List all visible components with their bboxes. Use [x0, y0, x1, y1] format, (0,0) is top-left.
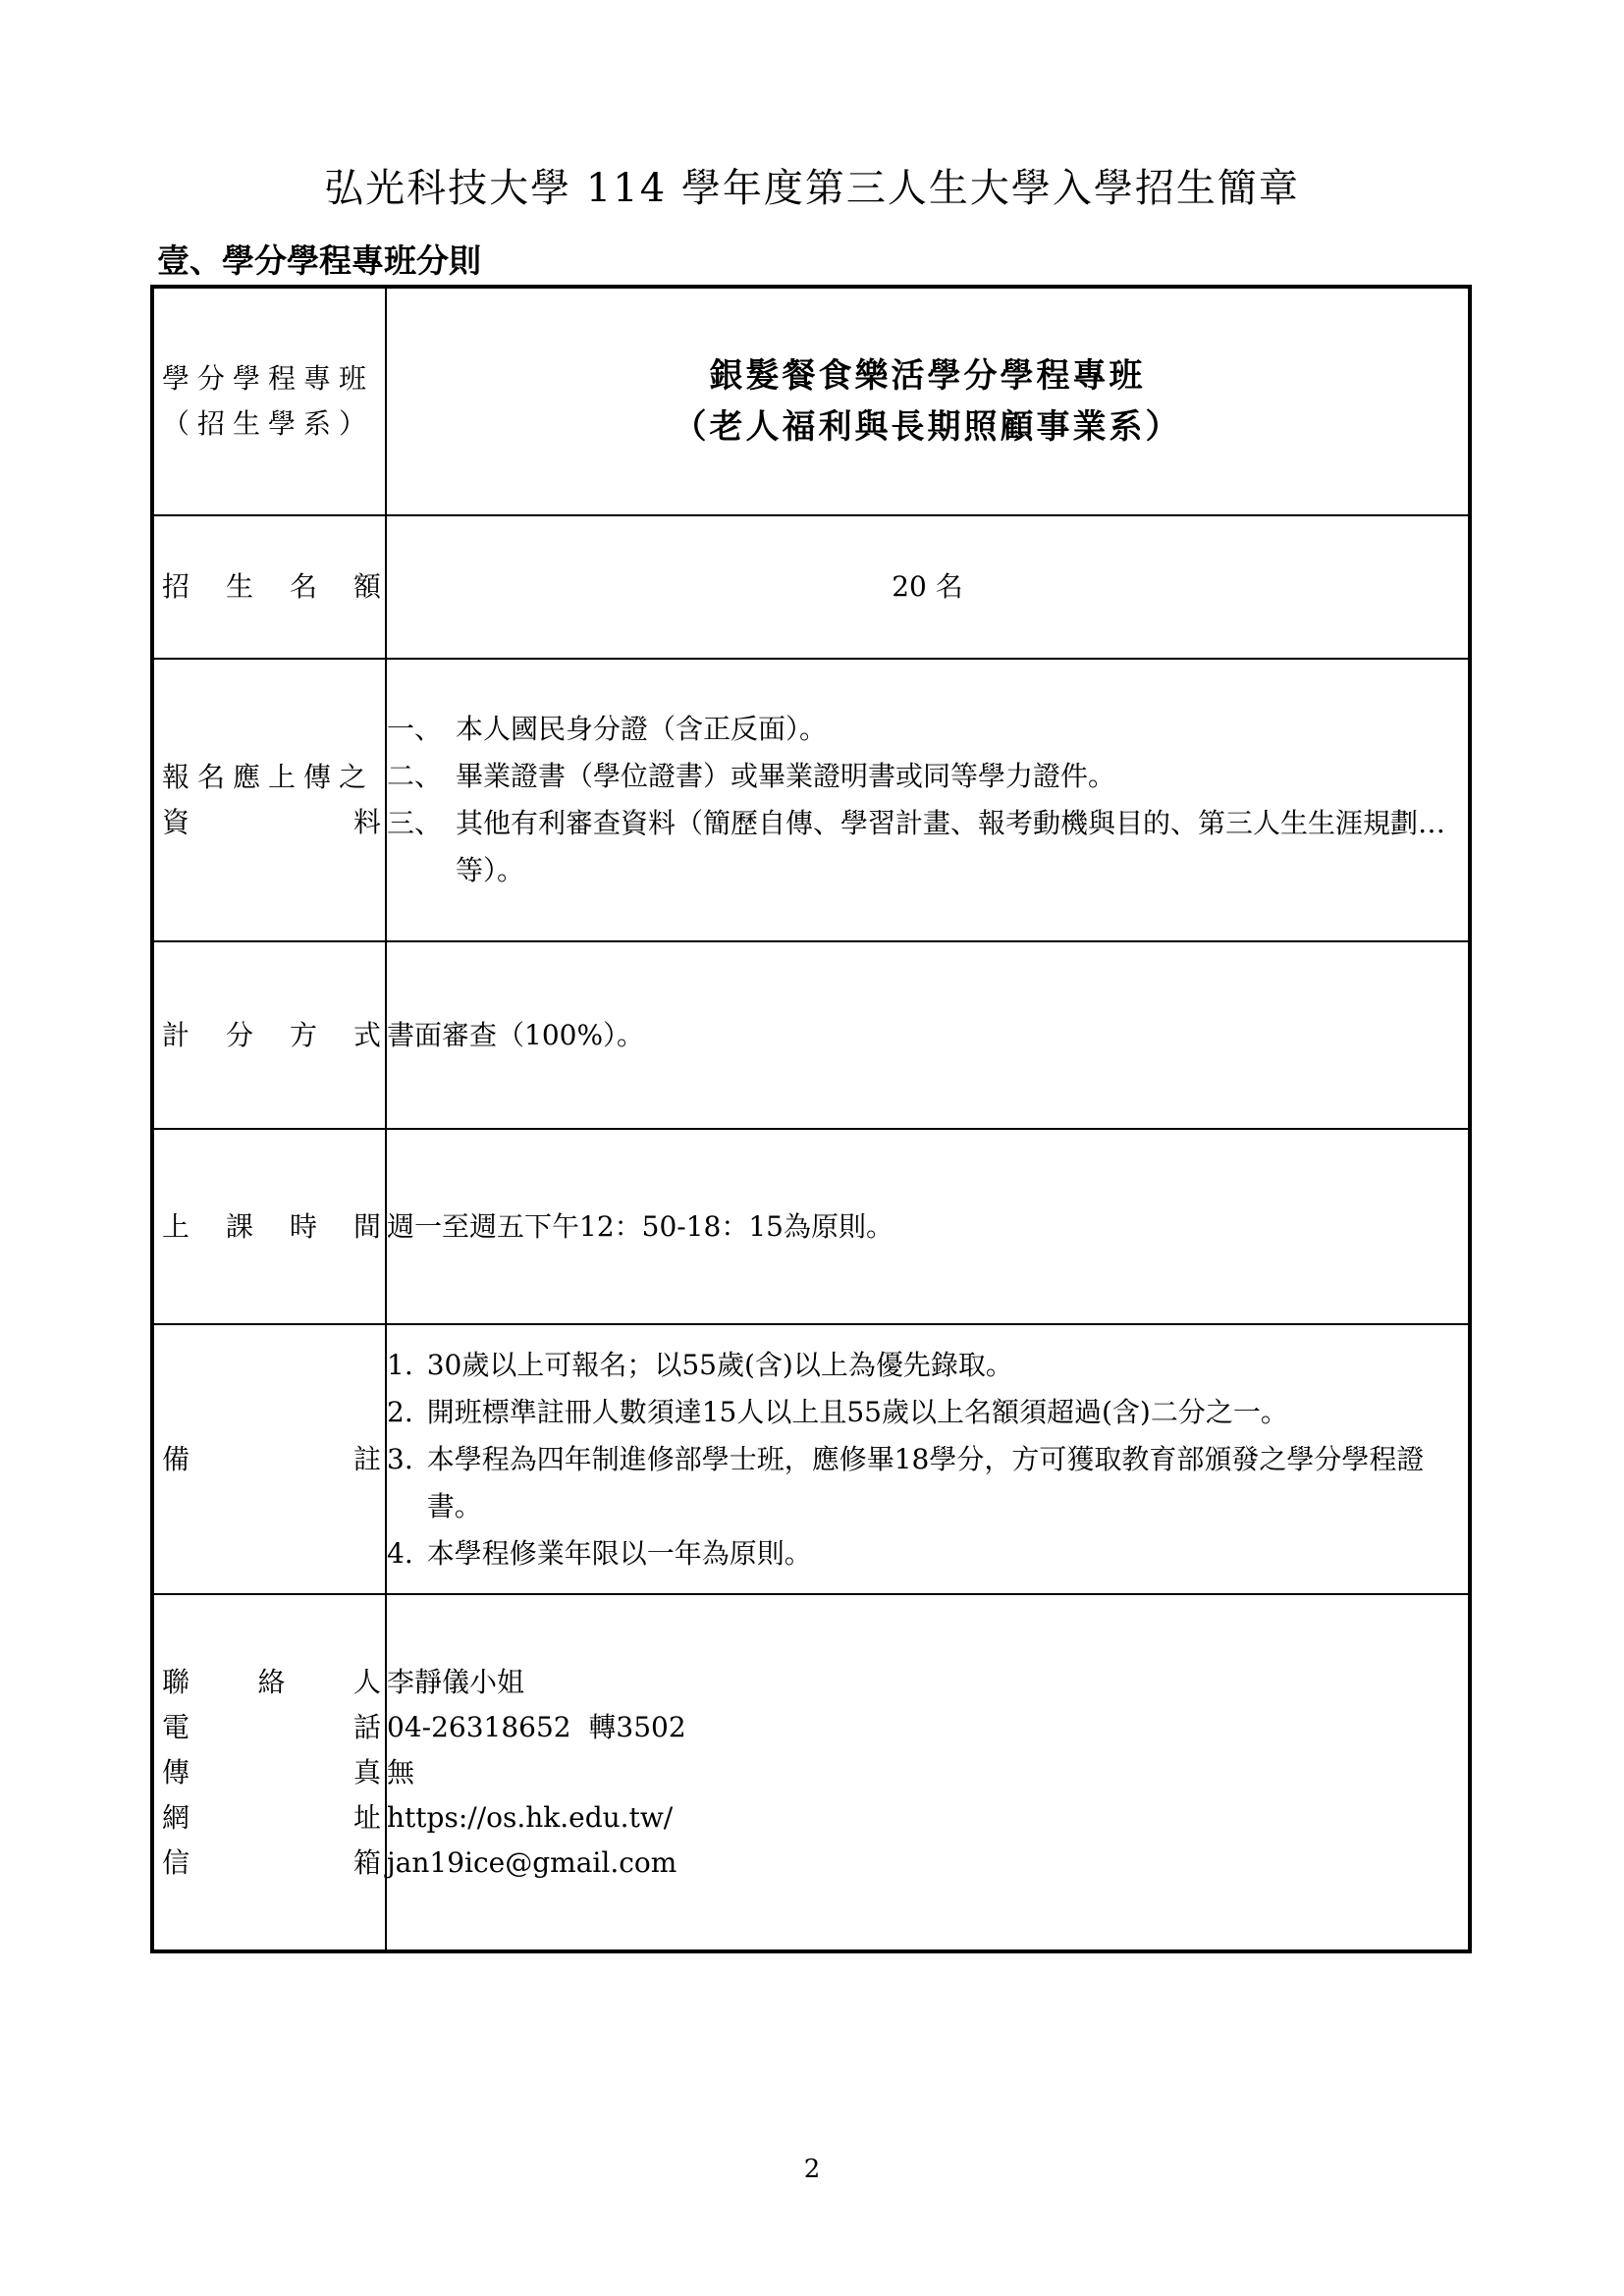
schedule-row: [152, 1129, 1470, 1324]
list-item-text: 其他有利審查資料（簡歷自傳、學習計畫、報考動機與目的、第三人生生涯規劃…等）。: [456, 807, 1446, 886]
enrollment-info-table: [150, 285, 1472, 1953]
quota-row: [152, 515, 1470, 659]
contact-label-cell: [152, 1594, 386, 1951]
scoring-row: [152, 941, 1470, 1129]
scoring-label: 計 分 方 式: [162, 1018, 381, 1051]
notes-label-cell: [152, 1324, 386, 1594]
contact-row: [152, 1594, 1470, 1951]
list-item: [387, 706, 1468, 753]
list-item: [387, 1530, 1468, 1577]
document-title: 弘光科技大學 114 學年度第三人生大學入學招生簡章: [324, 166, 1300, 211]
schedule-value: 週一至週五下午12：50-18：15為原則。: [386, 1129, 1470, 1324]
list-item-text: 開班標準註冊人數須達15人以上且55歲以上名額須超過(含)二分之一。: [426, 1395, 1288, 1428]
list-item-number: 3.: [387, 1442, 413, 1475]
notes-value-cell: [386, 1324, 1470, 1594]
contact-fax: 無: [387, 1755, 415, 1789]
contact-label-person: 聯 絡 人: [162, 1665, 381, 1698]
contact-email-link[interactable]: jan19ice@gmail.com: [387, 1845, 677, 1879]
contact-label-email: 信 箱: [162, 1845, 381, 1879]
contact-phone: 04-26318652 轉3502: [387, 1710, 686, 1743]
notes-row: [152, 1324, 1470, 1594]
scoring-value: 書面審查（100%）。: [386, 941, 1470, 1129]
list-item: [387, 1436, 1468, 1530]
list-item-text: 本學程修業年限以一年為原則。: [426, 1536, 812, 1570]
list-item-number: 4.: [387, 1536, 413, 1570]
contact-value-cell: [386, 1594, 1470, 1951]
list-item-text: 畢業證書（學位證書）或畢業證明書或同等學力證件。: [456, 760, 1116, 792]
contact-label-fax: 傳 真: [162, 1755, 381, 1789]
contact-person: 李靜儀小姐: [387, 1665, 525, 1698]
list-item-number: 2.: [387, 1395, 413, 1428]
notes-label: 備 註: [162, 1442, 381, 1475]
quota-value: 20 名: [386, 515, 1470, 659]
page-number: 2: [803, 2155, 821, 2184]
section-title: 壹、學分學程專班分則: [157, 241, 481, 280]
upload-label-line1: 報名應上傳之: [162, 761, 375, 793]
list-item-text: 30歲以上可報名；以55歲(含)以上為優先錄取。: [426, 1348, 1013, 1381]
list-item: [387, 753, 1468, 800]
schedule-label-cell: [152, 1129, 386, 1324]
list-item: [387, 800, 1468, 894]
upload-row: [152, 659, 1470, 941]
list-item-number: 三、: [387, 807, 443, 839]
list-item-number: 1.: [387, 1348, 413, 1381]
program-label-cell: [152, 287, 386, 515]
program-label-line1: 學分學程專班: [162, 362, 375, 395]
program-value-cell: [386, 287, 1470, 515]
list-item-text: 本人國民身分證（含正反面）。: [456, 713, 828, 745]
list-item-number: 一、: [387, 713, 443, 745]
upload-value-cell: [386, 659, 1470, 941]
quota-label: 招 生 名 額: [162, 570, 381, 603]
contact-label-phone: 電 話: [162, 1710, 381, 1743]
program-row: [152, 287, 1470, 515]
program-department: （老人福利與長期照顧事業系）: [673, 407, 1182, 447]
list-item-number: 二、: [387, 760, 443, 792]
program-label-line2: （招生學系）: [162, 407, 375, 440]
upload-label-line2: 資 料: [162, 806, 381, 838]
contact-label-website: 網 址: [162, 1800, 381, 1834]
upload-label-cell: [152, 659, 386, 941]
contact-website-link[interactable]: https://os.hk.edu.tw/: [387, 1800, 674, 1834]
scoring-label-cell: [152, 941, 386, 1129]
list-item-text: 本學程為四年制進修部學士班，應修畢18學分，方可獲取教育部頒發之學分學程證書。: [426, 1442, 1425, 1522]
quota-label-cell: [152, 515, 386, 659]
list-item: [387, 1342, 1468, 1389]
list-item: [387, 1389, 1468, 1436]
program-name: 銀髮餐食樂活學分學程專班: [709, 356, 1146, 396]
schedule-label: 上 課 時 間: [162, 1209, 381, 1243]
